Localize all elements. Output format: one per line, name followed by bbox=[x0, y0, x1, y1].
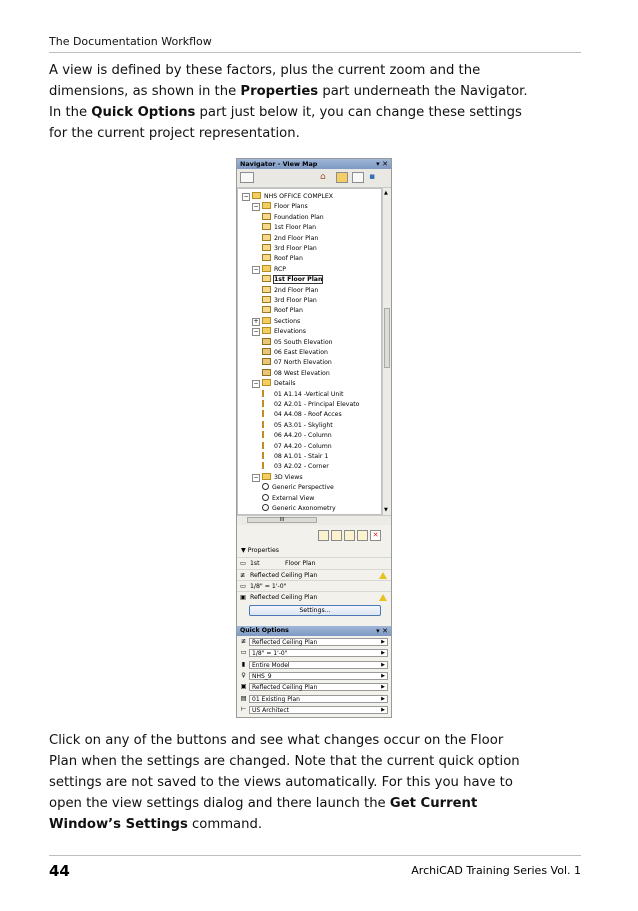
properties-scale-row bbox=[237, 580, 391, 591]
view-id-field[interactable]: 1st bbox=[249, 560, 260, 567]
tree-item-label: External View bbox=[272, 494, 315, 502]
quick-option-value: NHS_9 bbox=[252, 672, 272, 680]
properties-id-row bbox=[237, 557, 391, 568]
tree-item[interactable] bbox=[262, 462, 329, 472]
text-run: part underneath the Navigator. bbox=[318, 84, 528, 99]
quick-options-term: Quick Options bbox=[91, 105, 196, 120]
tree-item[interactable] bbox=[262, 431, 332, 441]
page-number: 44 bbox=[49, 862, 70, 880]
command-term: Window’s Settings bbox=[49, 817, 188, 832]
expand-toggle-icon[interactable]: − bbox=[253, 203, 259, 211]
plan-icon bbox=[262, 234, 271, 241]
navigator-button-row bbox=[237, 525, 391, 545]
tree-item-label: 3D Views bbox=[274, 473, 303, 481]
properties-layer-row bbox=[237, 569, 391, 580]
tree-item-label: Details bbox=[274, 380, 296, 388]
scroll-down-icon[interactable]: ▼ bbox=[384, 507, 388, 513]
tree-item[interactable] bbox=[262, 338, 333, 348]
navigator-title: Navigator - View Map bbox=[240, 160, 318, 168]
delete-icon[interactable]: ✕ bbox=[370, 530, 381, 541]
dropdown-arrow-icon[interactable]: ▶ bbox=[381, 672, 385, 679]
open-view-icon[interactable] bbox=[318, 530, 329, 541]
layers-icon: ≢ bbox=[240, 638, 247, 645]
tree-item[interactable] bbox=[262, 306, 303, 316]
tree-item[interactable] bbox=[262, 286, 318, 296]
quick-option-select[interactable] bbox=[249, 672, 388, 680]
tree-item[interactable] bbox=[262, 504, 336, 514]
tree-item-label: Sections bbox=[274, 317, 301, 325]
quick-option-select[interactable] bbox=[249, 661, 388, 669]
structure-icon: ▮ bbox=[241, 660, 246, 668]
tree-item-label: 1st Floor Plan bbox=[274, 276, 323, 284]
quick-option-row bbox=[237, 694, 391, 704]
scroll-up-icon[interactable]: ▲ bbox=[384, 190, 388, 196]
quick-option-value: Entire Model bbox=[252, 661, 290, 669]
quick-option-value: Reflected Ceiling Plan bbox=[252, 639, 318, 646]
tree-item-label: Generic Axonometry bbox=[272, 505, 336, 512]
detail-icon bbox=[262, 442, 271, 449]
view-map-tree bbox=[237, 188, 382, 515]
tree-item-label: 02 A2.01 - Principal Elevato bbox=[274, 401, 360, 408]
tree-item-label: 06 A4.20 - Column bbox=[274, 432, 332, 440]
tree-item[interactable] bbox=[262, 410, 342, 420]
properties-modelview-row bbox=[237, 591, 391, 602]
dropdown-arrow-icon[interactable]: ▶ bbox=[381, 639, 385, 645]
quick-option-select[interactable] bbox=[249, 649, 388, 657]
tree-item-label: 3rd Floor Plan bbox=[274, 297, 317, 304]
detail-icon bbox=[262, 421, 271, 428]
tree-item[interactable] bbox=[252, 265, 286, 275]
detail-icon bbox=[262, 431, 271, 438]
layers-icon: ≢ bbox=[240, 572, 246, 579]
view-name-field[interactable]: Floor Plan bbox=[285, 560, 316, 567]
scale-icon: ▭ bbox=[240, 583, 246, 590]
text-run: open the view settings dialog and there launch the bbox=[49, 796, 390, 811]
header-rule bbox=[49, 52, 581, 53]
body-paragraph bbox=[49, 730, 589, 835]
quick-option-value: 01 Existing Plan bbox=[252, 695, 300, 703]
tree-item-label: 03 A2.02 - Corner bbox=[274, 463, 329, 471]
tree-item-label: 07 North Elevation bbox=[274, 359, 332, 367]
camera-icon bbox=[262, 483, 269, 490]
panel-controls[interactable]: ▾ ✕ bbox=[376, 627, 388, 635]
tree-item[interactable] bbox=[262, 234, 318, 244]
tree-item[interactable] bbox=[252, 327, 306, 337]
properties-heading[interactable]: ▼ Properties bbox=[241, 547, 279, 554]
elevation-icon bbox=[262, 369, 271, 376]
tree-item-label: Roof Plan bbox=[274, 255, 303, 263]
body-line-1: Click on any of the buttons and see what changes occur on the Floor bbox=[49, 733, 504, 748]
plan-icon bbox=[262, 223, 271, 230]
quick-options-titlebar bbox=[237, 626, 391, 636]
dropdown-arrow-icon[interactable]: ▶ bbox=[381, 661, 385, 668]
text-run: dimensions, as shown in the bbox=[49, 84, 241, 99]
elevation-icon bbox=[262, 338, 271, 345]
camera-icon bbox=[262, 504, 269, 511]
view-icon: ▭ bbox=[240, 560, 246, 567]
folder-icon bbox=[262, 202, 271, 209]
tree-item-label: 06 East Elevation bbox=[274, 349, 328, 356]
model-view-icon: ▣ bbox=[240, 594, 246, 601]
tree-item[interactable] bbox=[262, 421, 333, 431]
quick-option-row bbox=[237, 705, 391, 715]
tree-item-label: 05 South Elevation bbox=[274, 338, 333, 346]
quick-option-row bbox=[237, 671, 391, 681]
navigator-titlebar bbox=[237, 159, 391, 169]
expand-toggle-icon[interactable]: − bbox=[253, 265, 259, 273]
publisher-icon[interactable]: ▪ bbox=[369, 172, 376, 182]
scale-icon: ▭ bbox=[240, 649, 247, 657]
text-run: In the bbox=[49, 105, 92, 120]
tree-item[interactable] bbox=[262, 348, 328, 358]
quick-options-title: Quick Options bbox=[240, 627, 289, 634]
panel-controls[interactable]: ▾ ✕ bbox=[376, 160, 388, 168]
detail-icon bbox=[262, 390, 271, 397]
tree-item-label: 08 A1.01 - Stair 1 bbox=[274, 453, 329, 460]
view-map-icon[interactable] bbox=[336, 172, 348, 183]
tree-item[interactable] bbox=[262, 400, 359, 410]
new-folder-icon[interactable] bbox=[331, 530, 342, 541]
expand-toggle-icon[interactable]: − bbox=[253, 473, 259, 481]
intro-line-1: A view is defined by these factors, plus the current zoom and the bbox=[49, 63, 481, 78]
camera-icon bbox=[262, 494, 269, 501]
tree-item-label: NHS OFFICE COMPLEX bbox=[264, 193, 334, 200]
detail-icon bbox=[262, 452, 271, 459]
quick-option-row bbox=[237, 637, 391, 647]
tree-item-label: Generic Perspective bbox=[272, 484, 334, 492]
quick-option-value: US Architect bbox=[252, 706, 290, 714]
clone-folder-icon[interactable] bbox=[357, 530, 368, 541]
tree-item[interactable] bbox=[252, 317, 300, 327]
detail-icon bbox=[262, 410, 271, 417]
building-icon bbox=[252, 192, 261, 199]
plan-icon bbox=[262, 213, 271, 220]
body-line-5 bbox=[49, 814, 589, 835]
plan-icon bbox=[262, 244, 271, 251]
tree-horizontal-scrollbar[interactable] bbox=[237, 515, 391, 525]
folder-icon bbox=[262, 327, 271, 334]
intro-line-3 bbox=[49, 102, 589, 123]
tree-item[interactable] bbox=[262, 254, 303, 264]
plan-icon bbox=[262, 254, 271, 261]
expand-toggle-icon[interactable]: − bbox=[253, 380, 259, 388]
plan-icon bbox=[262, 275, 271, 282]
tree-item[interactable] bbox=[252, 379, 295, 389]
quick-option-row bbox=[237, 648, 391, 658]
detail-icon bbox=[262, 462, 271, 469]
quick-option-value: Reflected Ceiling Plan bbox=[252, 684, 318, 692]
model-view-icon: ▣ bbox=[240, 683, 247, 691]
expand-toggle-icon[interactable]: + bbox=[253, 317, 259, 325]
expand-toggle-icon[interactable]: − bbox=[243, 193, 249, 200]
folder-icon bbox=[262, 379, 271, 386]
tree-item-label: Foundation Plan bbox=[274, 213, 324, 221]
tree-item-label: RCP bbox=[274, 265, 287, 273]
body-line-4 bbox=[49, 793, 589, 814]
tree-item[interactable] bbox=[262, 213, 324, 223]
tree-item[interactable] bbox=[252, 473, 303, 483]
text-run: command. bbox=[187, 817, 263, 832]
dropdown-arrow-icon[interactable]: ▶ bbox=[381, 706, 385, 713]
tree-item[interactable] bbox=[262, 494, 314, 504]
tree-item-label: 2nd Floor Plan bbox=[274, 286, 319, 294]
quick-option-row bbox=[237, 660, 391, 670]
text-run: part just below it, you can change these settings bbox=[195, 105, 522, 120]
tree-vertical-scrollbar[interactable] bbox=[382, 188, 392, 515]
dropdown-arrow-icon[interactable]: ▶ bbox=[381, 650, 385, 657]
pen-icon: ♀ bbox=[241, 671, 246, 679]
tree-item-label: Floor Plans bbox=[274, 203, 308, 211]
navigator-panel-screenshot bbox=[236, 158, 392, 718]
expand-toggle-icon[interactable]: − bbox=[253, 328, 259, 336]
tree-item[interactable] bbox=[262, 358, 332, 368]
navigator-mode-icon[interactable] bbox=[240, 172, 254, 183]
quick-option-select[interactable] bbox=[249, 706, 388, 714]
quick-option-select[interactable] bbox=[249, 695, 388, 703]
scroll-thumb[interactable] bbox=[384, 308, 390, 368]
scale-value: 1/8" = 1'-0" bbox=[249, 583, 287, 590]
tree-item[interactable] bbox=[262, 244, 317, 254]
tree-item-label: 08 West Elevation bbox=[274, 369, 330, 377]
settings-button[interactable]: Settings... bbox=[249, 605, 381, 616]
tree-item[interactable] bbox=[252, 202, 308, 212]
project-map-icon[interactable]: ⌂ bbox=[320, 172, 326, 182]
quick-option-value: 1/8" = 1'-0" bbox=[252, 650, 288, 658]
tree-item[interactable] bbox=[262, 442, 332, 452]
tree-item-label: 3rd Floor Plan bbox=[274, 245, 317, 252]
intro-line-2 bbox=[49, 81, 589, 102]
tree-item[interactable] bbox=[242, 192, 333, 202]
properties-term: Properties bbox=[240, 84, 319, 99]
command-term: Get Current bbox=[389, 796, 478, 811]
running-header: The Documentation Workflow bbox=[49, 35, 212, 48]
plan-icon bbox=[262, 296, 271, 303]
tree-item-label: 05 A3.01 - Skylight bbox=[274, 421, 333, 429]
tree-item[interactable] bbox=[262, 483, 334, 493]
tree-item[interactable] bbox=[262, 369, 330, 379]
elevation-icon bbox=[262, 348, 271, 355]
folder-icon bbox=[262, 473, 271, 480]
intro-line-4: for the current project representation. bbox=[49, 126, 300, 141]
quick-option-select[interactable] bbox=[249, 638, 388, 646]
layer-combination-value: Reflected Ceiling Plan bbox=[249, 572, 318, 579]
renovation-icon: ▤ bbox=[240, 694, 247, 702]
dropdown-arrow-icon[interactable]: ▶ bbox=[381, 684, 385, 691]
folder-icon bbox=[262, 317, 271, 324]
intro-paragraph bbox=[49, 60, 589, 144]
tree-item-label: 04 A4.08 - Roof Acces bbox=[274, 411, 342, 419]
warning-icon bbox=[379, 572, 387, 579]
body-line-2: Plan when the settings are changed. Note that the current quick option bbox=[49, 754, 520, 769]
tree-item[interactable] bbox=[262, 390, 343, 400]
tree-item[interactable] bbox=[262, 296, 317, 306]
detail-icon bbox=[262, 400, 271, 407]
tree-item-label: Elevations bbox=[274, 328, 306, 336]
quick-option-row bbox=[237, 682, 391, 692]
dimension-icon: ⊢ bbox=[240, 705, 247, 713]
tree-item[interactable] bbox=[262, 452, 328, 462]
footer-rule bbox=[49, 855, 581, 856]
plan-icon bbox=[262, 286, 271, 293]
elevation-icon bbox=[262, 358, 271, 365]
tree-item[interactable] bbox=[262, 223, 316, 233]
tree-item[interactable] bbox=[262, 275, 322, 285]
body-line-3: settings are not saved to the views automatically. For this you have to bbox=[49, 775, 513, 790]
plan-icon bbox=[262, 306, 271, 313]
save-view-icon[interactable] bbox=[344, 530, 355, 541]
warning-icon bbox=[379, 594, 387, 601]
tree-item-label: 1st Floor Plan bbox=[274, 224, 317, 232]
dropdown-arrow-icon[interactable]: ▶ bbox=[381, 695, 385, 702]
hscroll-thumb[interactable]: III bbox=[247, 517, 317, 523]
navigator-toolbar bbox=[237, 169, 391, 188]
quick-option-select[interactable] bbox=[249, 683, 388, 691]
book-series: ArchiCAD Training Series Vol. 1 bbox=[411, 864, 581, 877]
tree-item-label: 07 A4.20 - Column bbox=[274, 442, 332, 450]
model-view-value: Reflected Ceiling Plan bbox=[249, 594, 318, 601]
folder-icon bbox=[262, 265, 271, 272]
tree-item-label: 2nd Floor Plan bbox=[274, 234, 319, 242]
tree-item-label: Roof Plan bbox=[274, 307, 303, 315]
tree-item-label: 01 A1.14 -Vertical Unit bbox=[274, 390, 344, 398]
layout-book-icon[interactable] bbox=[352, 172, 364, 183]
